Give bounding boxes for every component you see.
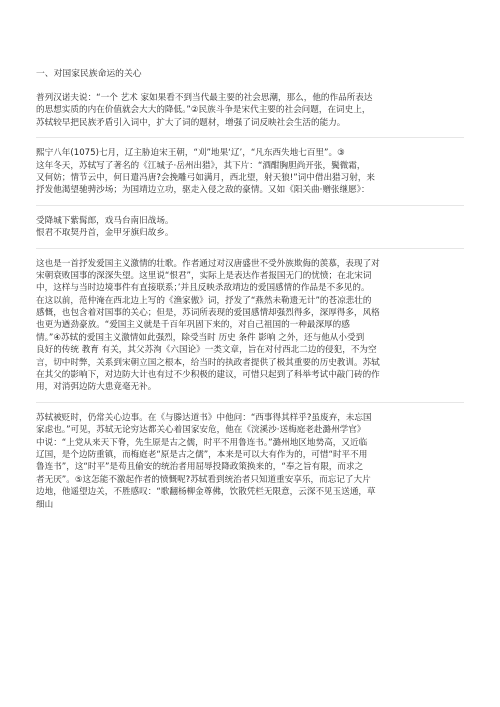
text-line: 苏轼被贬时，仍常关心边事。在《与滕达道书》中他问：“西事得其样乎?虽废弃，未忘国 (36, 412, 372, 423)
text-line: 也更为遒劲豪放。“爱国主义就是千百年巩固下来的，对自己祖国的一种最深厚的感 (36, 320, 350, 331)
poem-line: 受降城下紫髯郎，戏马台南旧战场。 (36, 215, 174, 226)
text-line: 又何妨；情节云中，何日遣冯唐?会挽雕弓如满月，西北望，射天狼!”词中借出猎习射，来 (36, 172, 376, 183)
text-line: 这也是一首抒发爱国主义激情的壮歌。作者通过对汉唐盛世不受外族欺侮的羡慕，表现了对 (36, 258, 380, 269)
text-line: 情。”④苏轼的爱国主义激情如此强烈，除受当时 历史 条件 影响 之外，还与他从小受到 (36, 332, 365, 343)
section-heading: 一、对国家民族命运的关心 (36, 69, 142, 79)
paragraph-3 (36, 258, 464, 394)
text-line: 辽国，是个边防重镇，而梅庭老“原是古之儒”，本来是可以大有作为的，可惜“时平不用 (36, 449, 368, 460)
text-line: 鲁连书”，这“时平”是苟且偷安的统治者用屈辱投降政策换来的，“奉之旨有限，而求之 (36, 462, 364, 473)
text-line: 言，切中时弊，关系到宋朝立国之根本，给当时的执政者提供了极其重要的历史教训。苏轼 (36, 357, 380, 368)
text-line: 细山 (36, 499, 54, 510)
text-line: 中说：“上党从来天下脊，先生原是古之儒，时平不用鲁连书。”潞州地区地势高，又近临 (36, 437, 368, 448)
text-line: 边地，他遥望边关，不胜感叹：“歌翻杨柳金尊佛，饮散凭栏无限意，云深不见玉送通，草 (36, 487, 376, 498)
text-line: 在这以前，范仲淹在西北边上写的《渔家傲》词，抒发了“燕然未勒遗无计”的苍凉悲壮的 (36, 295, 372, 306)
poem-line: 恨君不取契丹首，金甲牙旗归故乡。 (36, 228, 174, 239)
text-line: 这年冬天，苏轼写了著名的《江城子·岳州出猎》，其下片：“酒酣胸胆尚开张，鬓微霜， (36, 160, 366, 171)
text-line: 熙宁八年(1075)七月，辽主胁迫宋王朝，“刈”地果‘辽’，“凡东西失地七百里”。③ (36, 148, 345, 159)
text-line: 家虑也。”可见，苏轼无论穷达都关心着国家安危，他在《浣溪沙·送梅庭老赴潞州学官》 (36, 425, 366, 436)
text-line: 者无厌”。⑤这怎能不激起作者的愤慨呢?苏轼看到统治者只知道重安享乐，而忘记了大片 (36, 474, 371, 485)
divider (36, 205, 464, 206)
divider (36, 137, 464, 138)
text-line: 用，对消弭边防大患竟毫无补。 (36, 382, 157, 393)
divider (36, 248, 464, 249)
poem-quote (36, 215, 464, 240)
text-line: 抒发他渴望驰骋沙场；为国靖边立功，驱走入侵之敌的豪情。又如《阳关曲·赠张继愿》： (36, 185, 370, 196)
text-line: 感慨，也包含着对国事的关心；但是，苏词所表现的爱国感情却强烈得多，深厚得多，风格 (36, 308, 380, 319)
text-line: 良好的传统 教育 有关，其父苏洵《六国论》一类文章，旨在对付西北二边的侵犯，不为空 (36, 345, 377, 356)
document-page (36, 66, 464, 519)
divider (36, 402, 464, 403)
text-line: 在其父的影响下，对边防大计也有过不少积极的建议，可惜只起到了科举考试中敲门砖的作 (36, 370, 380, 381)
paragraph-2 (36, 147, 464, 197)
text-line: 宋朝衰败国事的深深失望。这里说“恨君”，实际上是表达作者报国无门的忧愤；在北宋词 (36, 270, 372, 281)
paragraph-1 (36, 92, 464, 129)
paragraph-4 (36, 412, 464, 511)
text-line: 普列汉诺夫说：“一个 艺术 家如果看不到当代最主要的社会思潮，那么，他的作品所表达 (36, 93, 373, 103)
text-line: 的思想实质的内在价值就会大大的降低。”②民族斗争是宋代主要的社会问题，在词史上， (36, 105, 371, 116)
text-line: 中，这样与当时边境事件有直接联系；’并且反映杀敌靖边的爱国感情的作品是不多见的。 (36, 283, 370, 294)
text-line: 苏轼较早把民族矛盾引入词中，扩大了词的题材，增强了词反映社会生活的能力。 (36, 117, 346, 128)
